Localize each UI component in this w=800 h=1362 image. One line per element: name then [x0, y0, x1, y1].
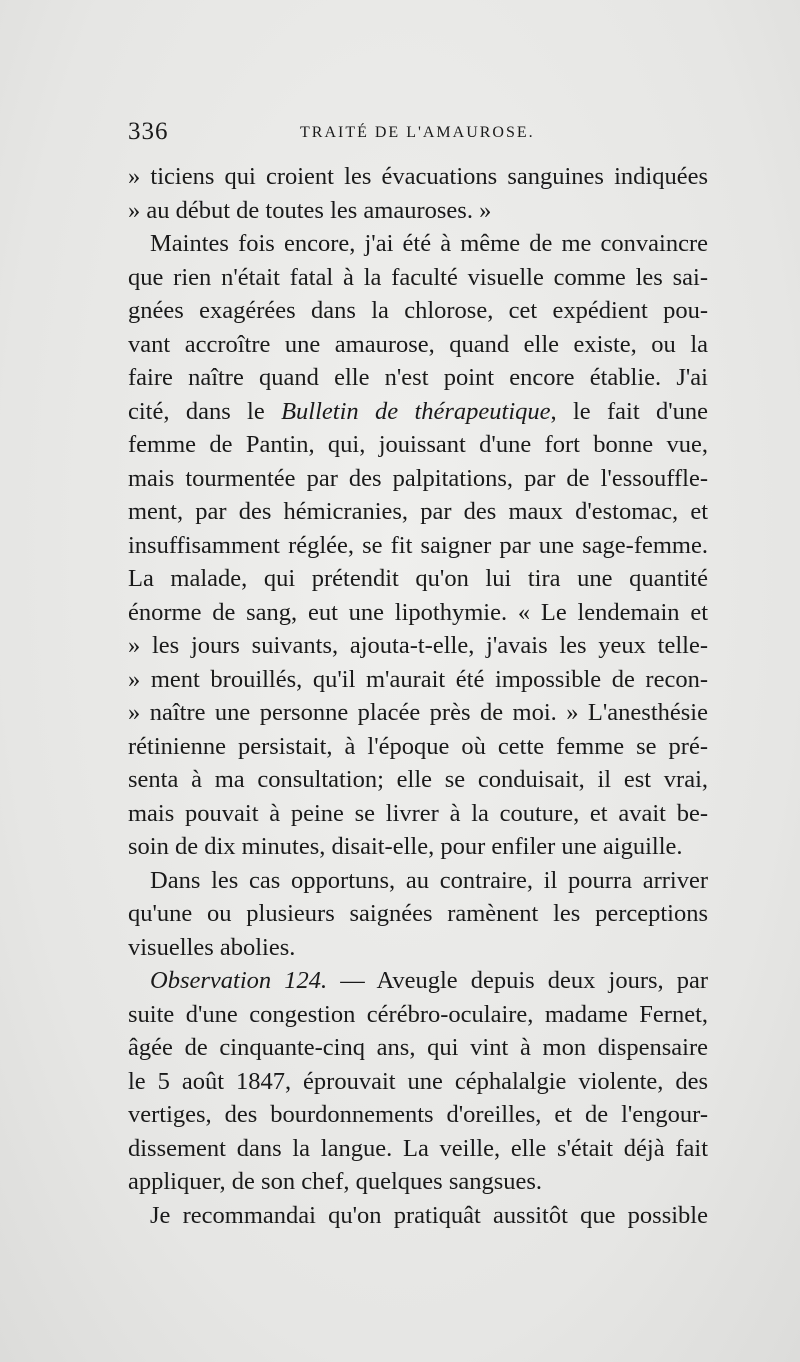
text-line: » les jours suivants, ajouta-t-elle, j'avais les yeux telle-: [128, 632, 708, 659]
text-line: vant accroître une amaurose, quand elle existe, ou la: [128, 330, 708, 358]
journal-title: Bulletin de thérapeutique: [281, 397, 551, 425]
text-line: femme de Pantin, qui, jouissant d'une fort bonne vue,: [128, 431, 708, 458]
text-line: » naître une personne placée près de moi. » L'anesthésie: [128, 699, 708, 726]
body-text: [128, 160, 708, 1232]
text-line: vertiges, des bourdonnements d'oreilles, et de l'engour-: [128, 1101, 708, 1128]
text-line: dissement dans la langue. La veille, elle s'était déjà fait: [128, 1134, 708, 1162]
text-line: suite d'une congestion cérébro-oculaire, madame Fernet,: [128, 1000, 708, 1028]
text-fragment: — Aveugle depuis deux jours, par: [327, 967, 709, 994]
text-line: ment, par des hémicranies, par des maux d'estomac, et: [128, 498, 708, 525]
text-line: qu'une ou plusieurs saignées ramènent les perceptions: [128, 900, 708, 927]
text-line: Maintes fois encore, j'ai été à même de me convaincre: [150, 230, 708, 257]
text-line: Je recommandai qu'on pratiquât aussitôt que possible: [150, 1201, 708, 1229]
text-line: le 5 août 1847, éprouvait une céphalalgie violente, des: [128, 1067, 708, 1095]
text-line: » ticiens qui croient les évacuations sanguines indiquées: [128, 163, 708, 190]
text-line: gnées exagérées dans la chlorose, cet expédient pou-: [128, 297, 708, 324]
running-title: TRAITÉ DE L'AMAUROSE.: [300, 124, 535, 141]
text-line: senta à ma consultation; elle se conduisait, il est vrai,: [128, 766, 708, 793]
text-line: rétinienne persistait, à l'époque où cette femme se pré-: [128, 732, 708, 760]
text-line: visuelles abolies.: [128, 933, 296, 961]
text-line: [128, 395, 708, 429]
observation-label: Observation 124.: [150, 967, 328, 994]
text-line: âgée de cinquante-cinq ans, qui vint à mon dispensaire: [128, 1034, 708, 1061]
text-line: faire naître quand elle n'est point encore établie. J'ai: [128, 364, 708, 391]
text-line: [128, 964, 708, 998]
text-line: mais pouvait à peine se livrer à la couture, et avait be-: [128, 799, 708, 827]
text-line: insuffisamment réglée, se fit saigner par une sage-femme.: [128, 531, 708, 559]
text-line: La malade, qui prétendit qu'on lui tira une quantité: [128, 565, 708, 592]
text-line: appliquer, de son chef, quelques sangsues.: [128, 1168, 543, 1195]
text-line: mais tourmentée par des palpitations, par de l'essouffle-: [128, 464, 708, 492]
text-line: » ment brouillés, qu'il m'aurait été impossible de recon-: [128, 665, 708, 693]
text-line: Dans les cas opportuns, au contraire, il pourra arriver: [150, 866, 708, 894]
text-line: que rien n'était fatal à la faculté visuelle comme les sai-: [128, 263, 708, 291]
text-line: » au début de toutes les amauroses. »: [128, 196, 492, 224]
text-line: soin de dix minutes, disait-elle, pour enfiler une aiguille.: [128, 833, 683, 860]
text-fragment: cité, dans le: [128, 397, 265, 425]
text-fragment: , le fait d'une: [550, 397, 709, 425]
page-number: 336: [128, 118, 169, 145]
page-header: [128, 118, 708, 152]
text-line: énorme de sang, eut une lipothymie. « Le lendemain et: [128, 598, 708, 626]
